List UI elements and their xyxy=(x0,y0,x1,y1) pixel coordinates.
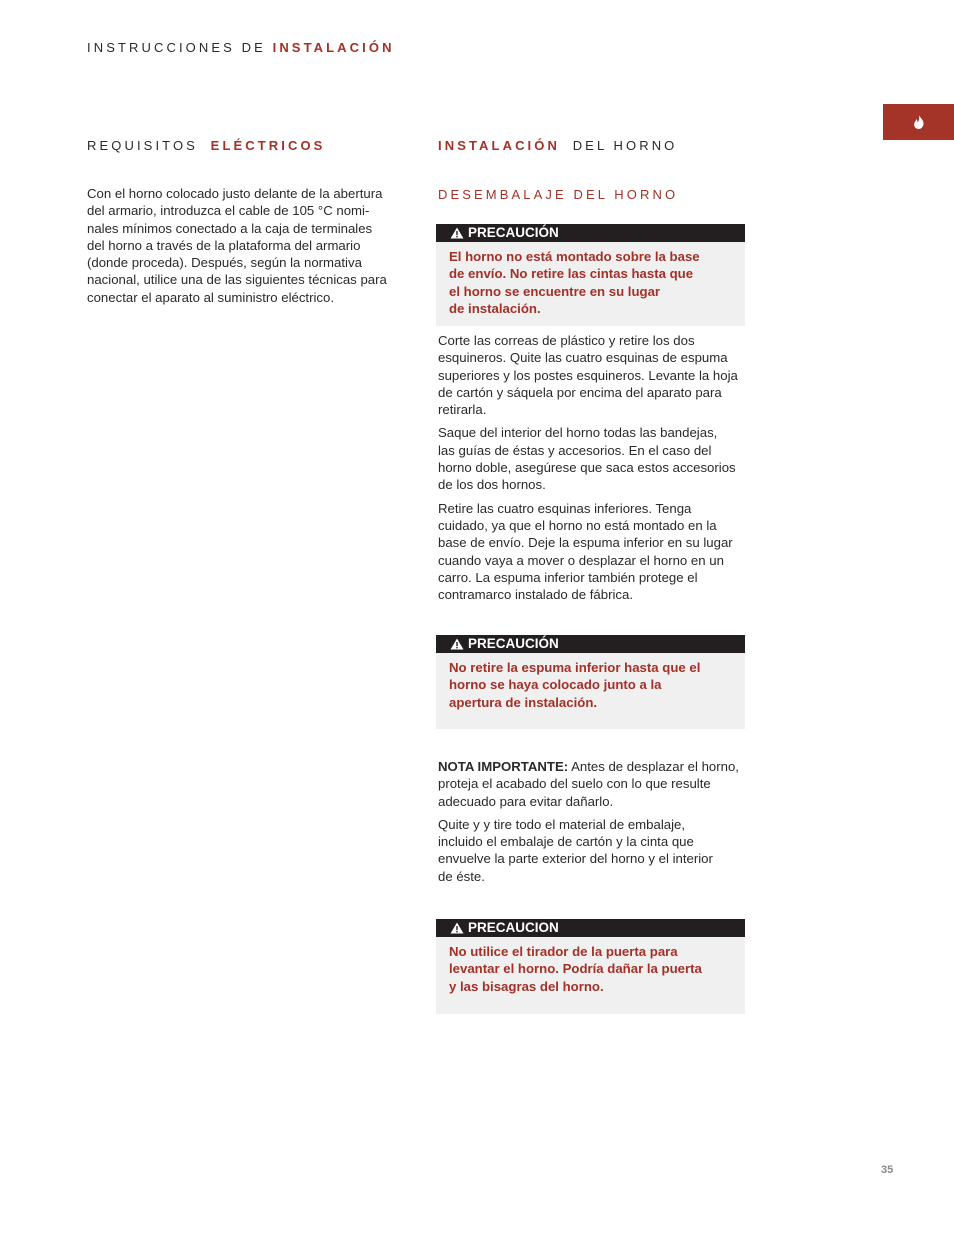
text-line: No utilice el tirador de la puerta para xyxy=(449,944,678,959)
warning-triangle-icon xyxy=(450,638,464,650)
text-line: de envío. No retire las cintas hasta que xyxy=(449,266,694,282)
text-line: Corte las correas de plástico y retire los dos xyxy=(438,333,695,348)
caution-label: PRECAUCION xyxy=(468,920,559,935)
section-tab xyxy=(883,104,954,140)
text-line: Quite y y tire todo el material de embalaje, xyxy=(438,816,686,832)
page-number: 35 xyxy=(881,1164,894,1176)
text-line: adecuado para evitar dañarlo. xyxy=(438,793,614,809)
important-note xyxy=(438,758,768,810)
caution-box xyxy=(436,635,745,729)
text-line: contramarco instalado de fábrica. xyxy=(438,587,633,603)
paragraph xyxy=(438,500,768,604)
text-line: nacional, utilice una de las siguientes técnicas para xyxy=(87,272,387,288)
text-line: levantar el horno. Podría dañar la puerta xyxy=(449,961,702,977)
text-line: horno doble, asegúrese que saca estos accesorios xyxy=(438,460,736,476)
header-prefix: INSTRUCCIONES DE xyxy=(87,40,266,55)
text-line: de éste. xyxy=(438,868,485,884)
unpacking-instructions xyxy=(438,332,768,609)
text-line: conectar el aparato al suministro eléctrico. xyxy=(87,289,335,305)
text-line: de instalación. xyxy=(449,300,541,316)
text-line: y las bisagras del horno. xyxy=(449,978,604,994)
note-text: Antes de desplazar el horno, xyxy=(568,759,739,774)
paragraph xyxy=(438,424,768,493)
text-line: apertura de instalación. xyxy=(449,694,598,710)
text-line: incluido el embalaje de cartón y la cinta que xyxy=(438,834,694,850)
paragraph xyxy=(438,332,768,418)
text-line: del horno a través de la plataforma del armario xyxy=(87,237,361,253)
text-line: (donde proceda). Después, según la normativa xyxy=(87,255,362,271)
caution-header xyxy=(436,919,745,937)
page-header xyxy=(87,40,395,55)
warning-triangle-icon xyxy=(450,227,464,239)
text-line: carro. La espuma inferior también protege el xyxy=(438,569,698,585)
text-line xyxy=(438,758,768,775)
text-line: del armario, introduzca el cable de 105 °C nomi- xyxy=(87,203,370,219)
left-body xyxy=(87,185,417,306)
text-line: horno se haya colocado junto a la xyxy=(449,677,662,693)
text-line: Retire las cuatro esquinas inferiores. Tenga xyxy=(438,500,692,516)
text-line: las guías de éstas y accesorios. En el caso del xyxy=(438,442,712,458)
text-line: el horno se encuentre en su lugar xyxy=(449,283,661,299)
warning-triangle-icon xyxy=(450,922,464,934)
text-line: proteja el acabado del suelo con lo que resulte xyxy=(438,776,711,792)
right-heading-highlight: INSTALACIÓN xyxy=(438,138,560,153)
text-line: de los dos hornos. xyxy=(438,477,546,493)
caution-label: PRECAUCIÓN xyxy=(468,636,559,651)
header-highlight: INSTALACIÓN xyxy=(272,40,395,55)
caution-text xyxy=(436,937,745,1005)
caution-text xyxy=(436,653,745,721)
caution-box xyxy=(436,919,745,1014)
text-line: base de envío. Deje la espuma inferior en su lugar xyxy=(438,535,733,551)
text-line: No retire la espuma inferior hasta que el xyxy=(449,660,701,675)
subheading: DESEMBALAJE DEL HORNO xyxy=(438,187,679,202)
text-line: retirarla. xyxy=(438,402,487,418)
caution-header xyxy=(436,635,745,653)
text-line: Saque del interior del horno todas las bandejas, xyxy=(438,425,718,441)
text-line: Con el horno colocado justo delante de la abertura xyxy=(87,186,383,201)
left-heading-highlight: ELÉCTRICOS xyxy=(210,138,326,153)
caution-box xyxy=(436,224,745,326)
caution-label: PRECAUCIÓN xyxy=(468,225,559,240)
right-heading-suffix: DEL HORNO xyxy=(572,138,678,153)
note-label: NOTA IMPORTANTE: xyxy=(438,759,569,774)
caution-text xyxy=(436,242,745,327)
text-line: esquineros. Quite las cuatro esquinas de espuma xyxy=(438,350,728,366)
text-line: cuidado, ya que el horno no está montado en la xyxy=(438,517,717,533)
flame-icon xyxy=(913,115,925,129)
left-heading-prefix: REQUISITOS xyxy=(87,138,198,153)
text-line: El horno no está montado sobre la base xyxy=(449,249,700,264)
paragraph xyxy=(438,816,768,885)
text-line: nales mínimos conectado a la caja de terminales xyxy=(87,220,373,236)
text-line: envuelve la parte exterior del horno y el interior xyxy=(438,851,713,867)
text-line: de cartón y sáquela por encima del aparato para xyxy=(438,384,722,400)
important-note-section xyxy=(438,758,768,891)
right-section-heading xyxy=(438,138,677,153)
text-line: superiores y los postes esquineros. Levante la hoja xyxy=(438,367,738,383)
text-line: cuando vaya a mover o desplazar el horno en un xyxy=(438,552,724,568)
left-section-heading xyxy=(87,138,325,153)
caution-header xyxy=(436,224,745,242)
